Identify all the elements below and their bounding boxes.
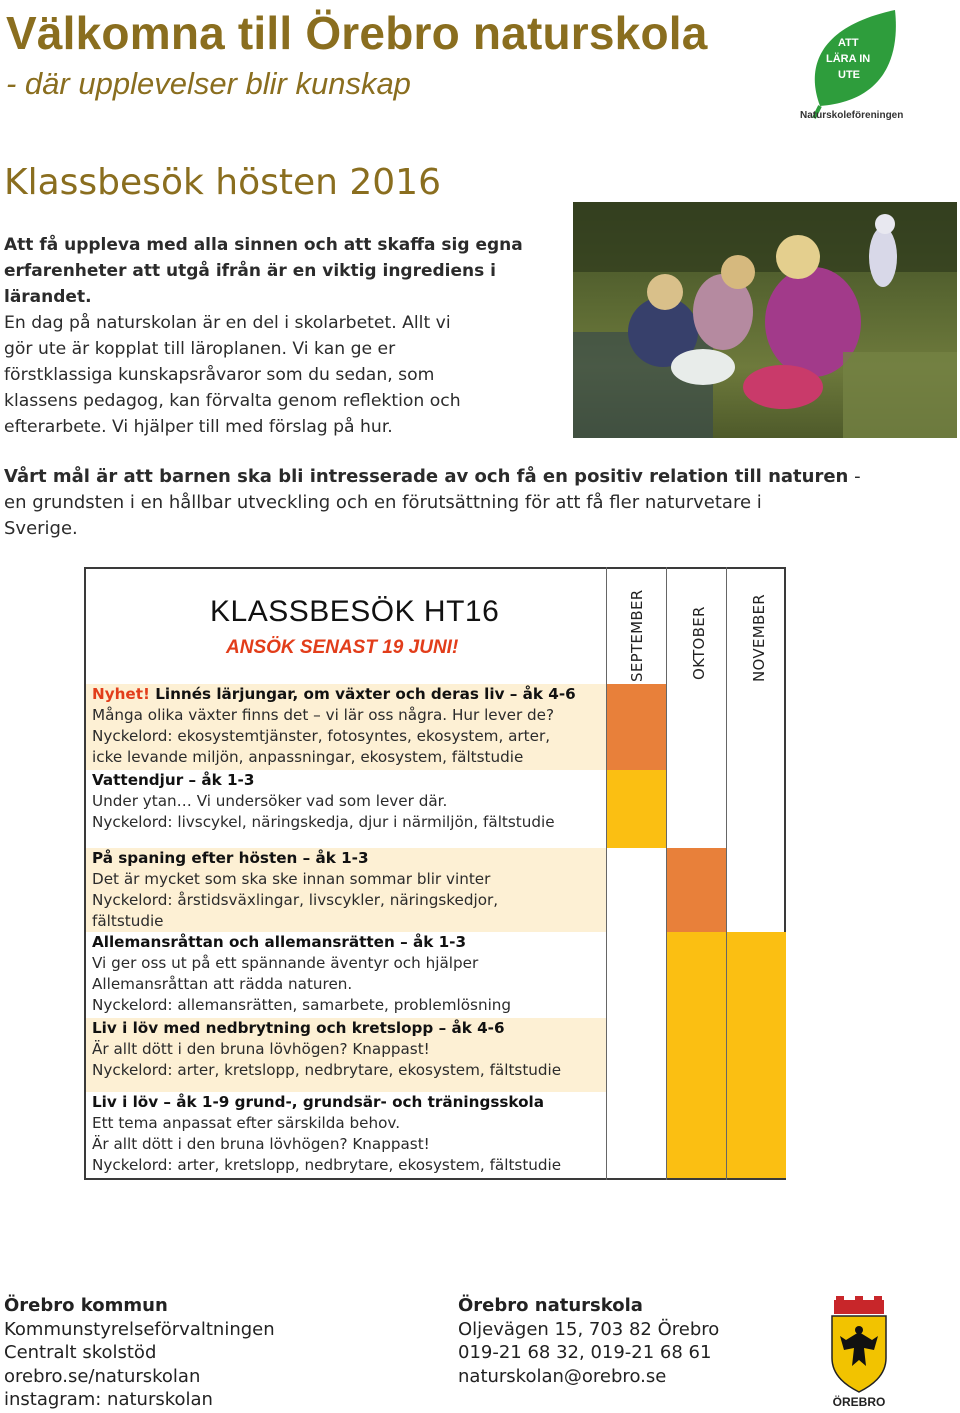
row-title xyxy=(92,770,606,791)
intro-line: klassens pedagog, kan förvalta genom reflektion och xyxy=(4,391,461,411)
month-cell xyxy=(606,684,666,770)
footer-left xyxy=(4,1294,275,1412)
intro-line: Att få uppleva med alla sinnen och att skaffa sig egna xyxy=(4,235,523,255)
schedule-row xyxy=(86,848,606,932)
footer-line: Kommunstyrelseförvaltningen xyxy=(4,1318,275,1340)
footer-line: 019-21 68 32, 019-21 68 61 xyxy=(458,1342,712,1363)
intro-line: erfarenheter att utgå ifrån är en viktig ingrediens i xyxy=(4,261,497,281)
column-divider xyxy=(666,567,667,1180)
goal-line: Sverige. xyxy=(4,518,78,539)
schedule-deadline: ANSÖK SENAST 19 JUNI! xyxy=(226,637,459,658)
column-divider xyxy=(726,567,727,1180)
row-line: Under ytan… Vi undersöker vad som lever där. xyxy=(92,792,448,810)
row-title-text: Liv i löv – åk 1-9 grund-, grundsär- och träningsskola xyxy=(92,1093,544,1111)
page-title: Välkomna till Örebro naturskola xyxy=(6,7,708,59)
month-cell xyxy=(606,770,666,848)
row-title-text: Vattendjur – åk 1-3 xyxy=(92,771,255,789)
row-title-text: Linnés lärjungar, om växter och deras liv – åk 4-6 xyxy=(149,685,576,703)
logo-line-2: LÄRA IN xyxy=(826,53,871,65)
logo-caption: Naturskoleföreningen xyxy=(800,110,904,121)
month-cell xyxy=(666,932,726,1018)
footer-org: Örebro naturskola xyxy=(458,1295,643,1316)
row-line: Allemansråttan att rädda naturen. xyxy=(92,975,353,993)
month-cell xyxy=(726,1092,786,1178)
footer-line: instagram: naturskolan xyxy=(4,1389,213,1410)
orebro-crest-icon xyxy=(826,1296,892,1408)
row-title-text: På spaning efter hösten – åk 1-3 xyxy=(92,849,369,867)
row-title xyxy=(92,1092,606,1113)
row-line: Många olika växter finns det – vi lär oss några. Hur lever de? xyxy=(92,706,555,724)
footer-line: Centralt skolstöd xyxy=(4,1342,157,1363)
row-title xyxy=(92,932,606,953)
schedule-title: KLASSBESÖK HT16 xyxy=(210,595,500,628)
intro-text xyxy=(4,232,564,440)
row-title xyxy=(92,684,606,705)
logo-line-3: UTE xyxy=(838,69,860,81)
goal-text xyxy=(4,464,956,542)
month-october: OKTOBER xyxy=(690,606,708,680)
goal-line: en grundsten i en hållbar utveckling och en förutsättning för att få fler naturvetare i xyxy=(4,492,762,513)
month-cell xyxy=(666,1018,726,1092)
row-title xyxy=(92,848,606,869)
month-november: NOVEMBER xyxy=(750,593,768,682)
footer-email-link[interactable]: naturskolan@orebro.se xyxy=(458,1365,667,1387)
row-title-text: Allemansråttan och allemansrätten – åk 1-3 xyxy=(92,933,467,951)
row-line: Nyckelord: arter, kretslopp, nedbrytare, ekosystem, fältstudie xyxy=(92,1061,562,1079)
children-outdoors-photo xyxy=(573,202,957,438)
schedule-row xyxy=(86,1092,606,1176)
intro-line: förstklassiga kunskapsråvaror som du sedan, som xyxy=(4,365,435,385)
row-title xyxy=(92,1018,606,1039)
row-line: Vi ger oss ut på ett spännande äventyr och hjälper xyxy=(92,954,479,972)
row-line: Det är mycket som ska ske innan sommar blir vinter xyxy=(92,870,491,888)
month-september: SEPTEMBER xyxy=(628,589,646,682)
intro-line: En dag på naturskolan är en del i skolarbetet. Allt vi xyxy=(4,313,451,333)
month-cell xyxy=(666,1092,726,1178)
footer-link[interactable]: orebro.se/naturskolan xyxy=(4,1365,201,1387)
intro-line: lärandet. xyxy=(4,287,92,307)
page-subtitle: - där upplevelser blir kunskap xyxy=(6,66,411,101)
schedule-row xyxy=(86,1018,606,1081)
goal-dash: - xyxy=(848,466,861,487)
row-line: Nyckelord: livscykel, näringskedja, djur i närmiljön, fältstudie xyxy=(92,813,555,831)
row-title-text: Liv i löv med nedbrytning och kretslopp – åk 4-6 xyxy=(92,1019,505,1037)
section-heading: Klassbesök hösten 2016 xyxy=(4,162,441,203)
row-line: Nyckelord: arter, kretslopp, nedbrytare, ekosystem, fältstudie xyxy=(92,1156,562,1174)
row-line: Är allt dött i den bruna lövhögen? Knappast! xyxy=(92,1135,430,1153)
schedule-row xyxy=(86,770,606,833)
intro-line: gör ute är kopplat till läroplanen. Vi kan ge er xyxy=(4,339,396,359)
new-label: Nyhet! xyxy=(92,685,150,703)
footer-org: Örebro kommun xyxy=(4,1295,168,1316)
row-line: icke levande miljön, anpassningar, ekosystem, fältstudie xyxy=(92,748,524,766)
intro-line: efterarbete. Vi hjälper till med förslag på hur. xyxy=(4,417,393,437)
month-cell xyxy=(726,932,786,1018)
column-divider xyxy=(606,567,607,1180)
row-line: Nyckelord: årstidsväxlingar, livscykler, näringskedjor, xyxy=(92,891,499,909)
row-line: Nyckelord: ekosystemtjänster, fotosyntes, ekosystem, arter, xyxy=(92,727,551,745)
crest-label: ÖREBRO xyxy=(832,1395,886,1408)
logo-line-1: ATT xyxy=(838,37,859,49)
leaf-logo-icon xyxy=(800,6,910,126)
schedule-row xyxy=(86,932,606,1016)
schedule-row xyxy=(86,684,606,768)
month-cell xyxy=(666,848,726,932)
footer-line: Oljevägen 15, 703 82 Örebro xyxy=(458,1318,720,1340)
footer-right xyxy=(458,1294,719,1388)
row-line: Nyckelord: allemansrätten, samarbete, problemlösning xyxy=(92,996,512,1014)
goal-bold: Vårt mål är att barnen ska bli intresserade av och få en positiv relation till naturen xyxy=(4,466,849,487)
row-line: fältstudie xyxy=(92,912,164,930)
row-line: Är allt dött i den bruna lövhögen? Knappast! xyxy=(92,1040,430,1058)
row-line: Ett tema anpassat efter särskilda behov. xyxy=(92,1114,401,1132)
month-cell xyxy=(726,1018,786,1092)
